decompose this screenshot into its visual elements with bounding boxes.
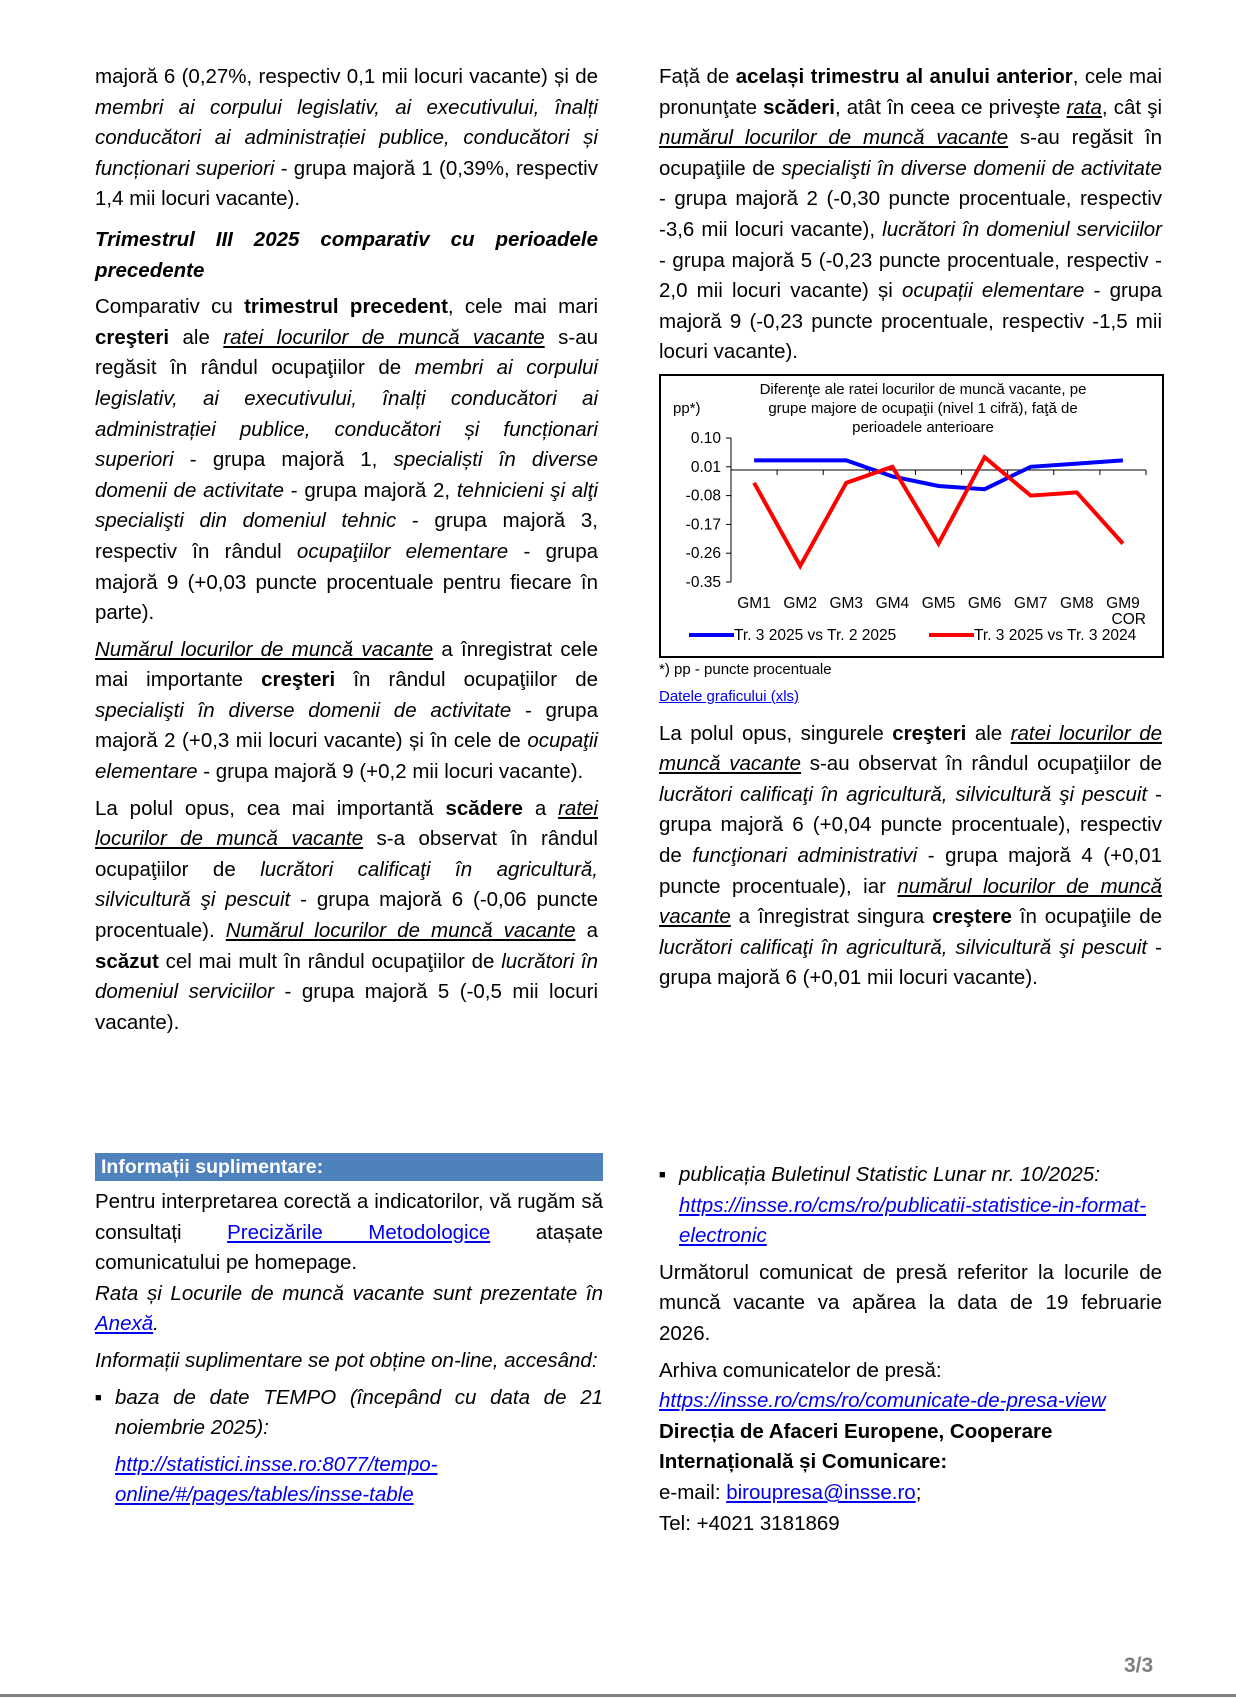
- info-section-header: Informații suplimentare:: [95, 1153, 603, 1181]
- text-run: , cât şi: [1101, 95, 1162, 119]
- methodology-link[interactable]: Precizările Metodologice: [227, 1220, 491, 1244]
- info-text: Rata și Locurile de muncă vacante sunt prezentate în: [95, 1281, 603, 1305]
- info-text: Pentru interpretarea corectă a indicatorilor, vă rugăm să consultați: [95, 1190, 603, 1244]
- bold-term: scăzut: [95, 949, 159, 973]
- text-run: , cele mai pronunţate: [659, 65, 1162, 119]
- legend-label: Tr. 3 2025 vs Tr. 3 2024: [974, 626, 1137, 644]
- italic-term: specialişti în diverse domenii de activitate: [781, 156, 1162, 180]
- underlined-term: numărul locurilor de muncă vacante: [659, 874, 1162, 929]
- bullet-square-icon: ■: [659, 1169, 666, 1181]
- text-run: - grupa majoră 5 (-0,23 puncte procentuale, respectiv - 2,0 mii locuri vacante) și: [659, 248, 1162, 303]
- bold-term: creştere: [932, 905, 1012, 929]
- text-run: Comparativ cu: [95, 295, 245, 319]
- bold-term: creşteri: [95, 325, 170, 349]
- italic-term: ocupaţii elementare: [95, 729, 598, 784]
- y-tick-label: 0.01: [690, 458, 721, 476]
- y-axis-label: pp*): [673, 399, 701, 417]
- chart-title-line: grupe majore de ocupaţii (nivel 1 cifră), faţă de: [768, 399, 1078, 417]
- text-run: ale: [169, 325, 224, 349]
- text-run: - grupa majoră 4 (+0,01 puncte procentuale), iar: [659, 843, 1162, 898]
- paragraph-gm6-gm1-rates: [95, 62, 598, 215]
- email-punct: ;: [915, 1480, 922, 1504]
- x-tick-label: GM9: [1106, 594, 1140, 612]
- line-chart: [661, 376, 1162, 656]
- text-run: La polul opus, cea mai importantă: [95, 796, 446, 820]
- text-run: s-au regăsit în rândul ocupaţiilor de: [95, 325, 598, 380]
- italic-term: specialiști în diverse domenii de activitate: [95, 448, 598, 502]
- bullet-tempo: [95, 1383, 603, 1517]
- italic-term: lucrători calificaţi în agricultură, silvicultură şi pescuit: [659, 935, 1148, 959]
- page-bottom-rule: [0, 1694, 1236, 1697]
- text-run: în rândul ocupaţiilor de: [335, 668, 599, 692]
- text-run: - grupa majoră 9 (+0,2 mii locuri vacante).: [197, 760, 584, 784]
- text-run: ale: [966, 721, 1011, 745]
- info-online-paragraph: Informații suplimentare se pot obține on-line, accesând:: [95, 1348, 598, 1372]
- italic-term: lucrători în domeniul serviciilor: [95, 949, 598, 1004]
- phone-line: Tel: +4021 3181869: [659, 1511, 840, 1535]
- info-text: atașate comunicatului pe homepage.: [95, 1220, 603, 1275]
- text-run: - grupa majoră 3, respectiv în rândul: [95, 509, 598, 563]
- text-run: majoră 6 (0,27%, respectiv 0,1 mii locuri vacante) și de: [95, 65, 598, 88]
- bold-term: scădere: [445, 796, 523, 820]
- next-release-paragraph: Următorul comunicat de presă referitor la locurile de muncă vacante va apărea la data de 19 februarie 2026.: [659, 1260, 1162, 1345]
- contact-section: [659, 1160, 1162, 1539]
- department-name: Direcția de Afaceri Europene, Cooperare Internațională și Comunicare:: [659, 1419, 1053, 1474]
- underlined-term: ratei locurilor de muncă vacante: [223, 325, 545, 349]
- underlined-term: Numărul locurilor de muncă vacante: [95, 637, 434, 661]
- chart-footnote: *) pp - puncte procentuale: [659, 660, 832, 678]
- text-run: - grupa majoră 9 (-0,23 puncte procentuale, respectiv -1,5 mii locuri vacante).: [659, 279, 1162, 364]
- bullet-tempo-text: baza de date TEMPO (începând cu data de 21 noiembrie 2025):: [115, 1385, 603, 1440]
- text-run: a înregistrat cele mai importante: [95, 637, 599, 692]
- series-line-2: [754, 457, 1123, 566]
- bold-term: trimestrul precedent: [244, 295, 448, 319]
- chart-title-line: perioadele anterioare: [852, 418, 994, 436]
- x-tick-label: GM4: [875, 594, 910, 612]
- bold-term: creşteri: [261, 668, 336, 692]
- text-run: cel mai mult în rândul ocupaţiilor de: [158, 949, 502, 973]
- archive-label: Arhiva comunicatelor de presă:: [659, 1358, 942, 1382]
- text-run: - grupa majoră 1,: [173, 448, 394, 472]
- bullet-bulletin: [659, 1160, 1162, 1258]
- info-section: [95, 1153, 603, 1517]
- paragraph-vacancies-increases: [95, 635, 598, 788]
- italic-term: lucrători calificaţi în agricultură, silvicultură şi pescuit: [95, 857, 598, 912]
- italic-term: membri ai corpului legislativ, ai executivului, înalți conducători ai administrației publice, conducători și funcționari superiori: [95, 95, 598, 180]
- bold-term: Trimestrul III 2025 comparativ cu perioadele precedente: [95, 227, 598, 282]
- bulletin-link[interactable]: https://insse.ro/cms/ro/publicatii-statistice-in-format-electronic: [679, 1193, 1147, 1248]
- x-tick-label: GM3: [829, 594, 864, 612]
- text-run: - grupa majoră 2 (-0,30 puncte procentuale, respectiv -3,6 mii locuri vacante),: [659, 187, 1162, 241]
- x-tick-label: GM8: [1060, 594, 1094, 612]
- email-label: e-mail:: [659, 1480, 727, 1504]
- bullet-bulletin-text: publicația Buletinul Statistic Lunar nr. 10/2025:: [679, 1163, 1100, 1186]
- info-methodology-paragraph: [95, 1187, 603, 1279]
- tempo-link[interactable]: http://statistici.insse.ro:8077/tempo-online/#/pages/tables/insse-table: [115, 1452, 438, 1507]
- section-heading-t3-comparison: [95, 225, 598, 286]
- x-tick-label: GM7: [1013, 594, 1048, 612]
- text-run: - grupa majoră 5 (-0,5 mii locuri vacante).: [95, 980, 599, 1034]
- y-tick-label: -0.35: [685, 573, 721, 591]
- text-run: - grupa majoră 2 (+0,3 mii locuri vacante) și în cele de: [95, 698, 598, 753]
- chart-container: [659, 374, 1164, 658]
- text-run: - grupa majoră 6 (+0,04 puncte procentuale), respectiv de: [659, 782, 1162, 867]
- bold-term: același trimestru al anului anterior: [735, 65, 1073, 88]
- x-axis-label: COR: [1111, 610, 1146, 628]
- info-annex-paragraph: [95, 1279, 603, 1340]
- italic-term: lucrători în domeniul serviciilor: [882, 217, 1162, 241]
- series-line-1: [754, 460, 1123, 489]
- x-tick-label: GM1: [737, 594, 771, 612]
- paragraph-previous-quarter-increases: [95, 292, 598, 629]
- text-run: - grupa majoră 9 (+0,03 puncte procentuale pentru fiecare în parte).: [95, 539, 598, 625]
- chart-title-line: Diferenţe ale ratei locurilor de muncă vacante, pe: [759, 380, 1087, 398]
- text-run: Față de: [659, 65, 736, 88]
- underlined-term: Numărul locurilor de muncă vacante: [225, 919, 576, 943]
- text-run: , atât în ceea ce priveşte: [834, 95, 1067, 119]
- text-run: - grupa majoră 1 (0,39%, respectiv 1,4 mii locuri vacante).: [95, 156, 598, 211]
- paragraph-year-over-year: [659, 62, 1162, 368]
- text-run: - grupa majoră 6 (-0,06 puncte procentuale).: [95, 888, 598, 943]
- italic-term: lucrători calificaţi în agricultură, silvicultură şi pescuit: [659, 782, 1148, 806]
- italic-term: specialişti în diverse domenii de activitate: [95, 698, 512, 722]
- archive-link[interactable]: https://insse.ro/cms/ro/comunicate-de-presa-view: [659, 1389, 1106, 1413]
- italic-term: ocupaţiilor elementare: [296, 539, 509, 563]
- legend-label: Tr. 3 2025 vs Tr. 2 2025: [734, 626, 897, 644]
- text-run: s-a observat în rândul ocupaţiilor de: [95, 827, 598, 881]
- bold-term: creşteri: [892, 721, 967, 745]
- x-tick-label: GM5: [921, 594, 956, 612]
- paragraph-opposite-increases: [659, 719, 1162, 994]
- text-run: La polul opus, singurele: [659, 721, 893, 745]
- text-run: a înregistrat singura: [730, 905, 933, 929]
- x-tick-label: GM6: [967, 594, 1002, 612]
- underlined-term: ratei locurilor de muncă vacante: [95, 796, 598, 851]
- y-tick-label: 0.10: [690, 429, 721, 447]
- text-run: a: [522, 796, 559, 820]
- bullet-square-icon: ■: [95, 1391, 102, 1404]
- underlined-term: ratei locurilor de muncă vacante: [659, 721, 1162, 776]
- chart-data-link[interactable]: Datele graficului (xls): [659, 687, 800, 705]
- italic-term: tehnicieni şi alţi specialişti din domeniul tehnic: [95, 478, 598, 533]
- italic-term: ocupații elementare: [901, 279, 1085, 303]
- underlined-term: numărul locurilor de muncă vacante: [659, 126, 1009, 150]
- bold-term: scăderi: [763, 95, 835, 119]
- text-run: - grupa majoră 2,: [284, 478, 457, 502]
- x-tick-label: GM2: [783, 594, 817, 612]
- email-line: [659, 1478, 1162, 1509]
- page-number: 3/3: [1124, 1654, 1154, 1677]
- info-text: .: [153, 1312, 159, 1336]
- paragraph-decreases: [95, 794, 598, 1039]
- underlined-term: rata: [1066, 95, 1102, 119]
- text-run: s-au observat în rândul ocupaţiilor de: [801, 752, 1162, 776]
- text-run: în ocupaţiile de: [1011, 905, 1162, 929]
- y-tick-label: -0.17: [685, 516, 721, 534]
- text-run: a: [575, 919, 598, 943]
- text-run: s-au regăsit în ocupaţiile de: [659, 126, 1162, 180]
- text-run: - grupa majoră 6 (+0,01 mii locuri vacante).: [659, 935, 1162, 990]
- text-run: , cele mai mari: [447, 295, 598, 319]
- right-column: [659, 62, 1162, 1000]
- italic-term: membri ai corpului legislativ, ai executivului, înalți conducători ai administrației publice, conducători și funcționari superiori: [95, 356, 598, 472]
- email-link[interactable]: biroupresa@insse.ro: [726, 1480, 916, 1504]
- annex-link[interactable]: Anexă: [95, 1312, 154, 1336]
- italic-term: funcţionari administrativi: [692, 843, 918, 867]
- y-tick-label: -0.08: [685, 487, 721, 505]
- y-tick-label: -0.26: [685, 545, 721, 563]
- left-column: [95, 62, 598, 1044]
